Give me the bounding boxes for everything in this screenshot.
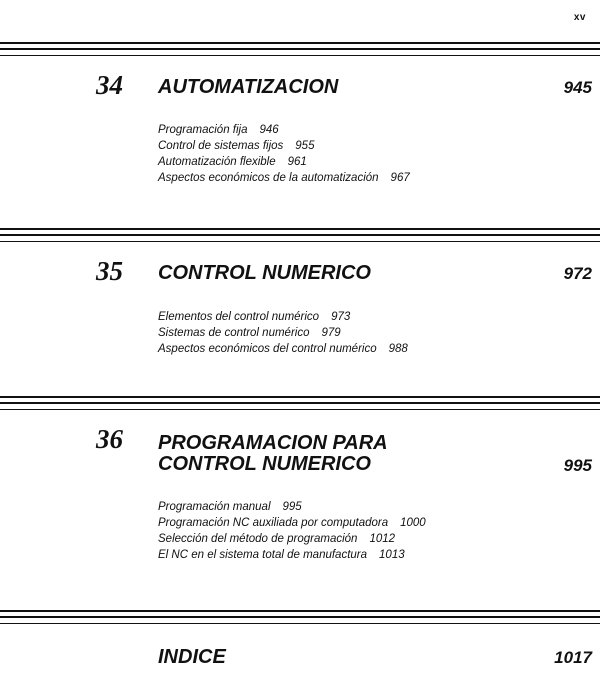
chapter-page: 945	[563, 78, 592, 97]
chapter-title	[158, 263, 371, 284]
toc-entry-page: 973	[331, 311, 351, 323]
toc-entry	[158, 515, 426, 531]
toc-entry-page: 995	[282, 501, 302, 513]
toc-entry-page: 988	[388, 343, 408, 355]
section-divider	[0, 228, 600, 242]
toc-entry	[158, 531, 426, 547]
toc-entry-page: 1000	[400, 517, 426, 529]
toc-entry	[158, 325, 408, 341]
chapter-title	[158, 433, 388, 475]
toc-entry	[158, 499, 426, 515]
toc-entry	[158, 309, 408, 325]
index-page: 1017	[554, 648, 592, 667]
toc-entry	[158, 138, 410, 154]
toc-entry-page: 1013	[379, 549, 405, 561]
toc-entry-page: 1012	[369, 533, 396, 545]
toc-entry-page: 967	[390, 172, 410, 184]
index-title: INDICE	[158, 646, 226, 668]
toc-entry-text: Sistemas de control numérico	[158, 327, 310, 339]
chapter-number: 36	[96, 424, 123, 454]
chapter-entries	[158, 499, 426, 563]
page-number: xv	[573, 12, 586, 23]
toc-entry-page: 946	[259, 124, 279, 136]
chapter-page: 972	[563, 264, 592, 283]
chapter-number: 35	[96, 256, 123, 286]
toc-entry-text: Aspectos económicos de la automatización	[158, 172, 379, 184]
toc-entry-text: Selección del método de programación	[158, 533, 358, 545]
section-divider	[0, 396, 600, 410]
chapter-title-line: PROGRAMACION PARA	[158, 432, 388, 454]
toc-entry-page: 979	[321, 327, 341, 339]
toc-entry-text: Programación manual	[158, 501, 271, 513]
toc-entry	[158, 154, 410, 170]
section-divider	[0, 42, 600, 56]
toc-entry	[158, 122, 410, 138]
toc-entry-text: Programación fija	[158, 124, 248, 136]
chapter-entries	[158, 122, 410, 186]
toc-entry	[158, 547, 426, 563]
toc-entry-page: 955	[295, 140, 315, 152]
chapter-page: 995	[563, 456, 592, 475]
chapter-title-line: CONTROL NUMERICO	[158, 262, 371, 284]
toc-entry-text: El NC en el sistema total de manufactura	[158, 549, 368, 561]
chapter-title-line: CONTROL NUMERICO	[158, 453, 371, 475]
toc-entry-text: Control de sistemas fijos	[158, 140, 284, 152]
toc-entry-text: Elementos del control numérico	[158, 311, 320, 323]
toc-entry	[158, 341, 408, 357]
chapter-title-line: AUTOMATIZACION	[158, 76, 339, 98]
chapter-entries	[158, 309, 408, 357]
toc-entry-text: Programación NC auxiliada por computadora	[158, 517, 389, 529]
toc-entry-page: 961	[287, 156, 307, 168]
chapter-number: 34	[96, 70, 123, 100]
toc-entry	[158, 170, 410, 186]
toc-entry-text: Automatización flexible	[158, 156, 276, 168]
section-divider	[0, 610, 600, 624]
chapter-title	[158, 77, 338, 98]
toc-entry-text: Aspectos económicos del control numérico	[158, 343, 377, 355]
